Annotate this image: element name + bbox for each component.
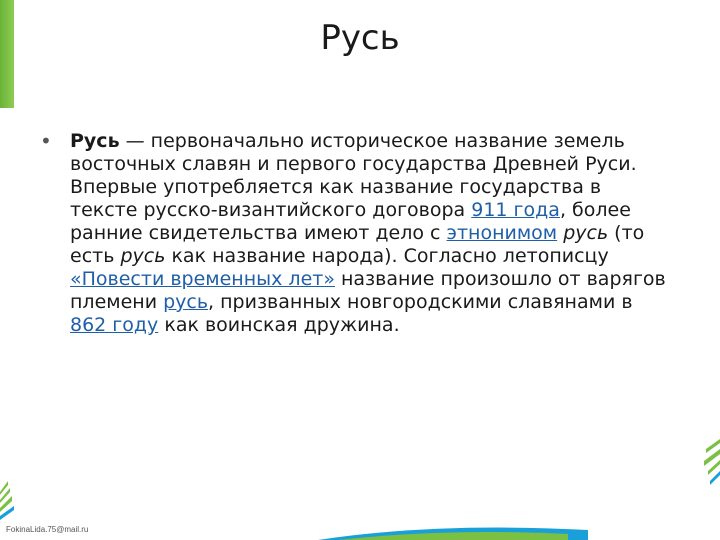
left-deco-leaves	[0, 472, 16, 522]
link-911-year[interactable]: 911 года	[471, 199, 560, 221]
link-primary-chronicle[interactable]: «Повести временных лет»	[70, 268, 335, 290]
text-part: (то есть	[70, 222, 645, 267]
bullet-icon: •	[40, 129, 52, 153]
bullet-item	[40, 130, 670, 337]
text-part: как воинская дружина.	[158, 314, 400, 336]
link-ethnonym[interactable]: этнонимом	[446, 222, 558, 244]
bottom-deco-swoosh	[318, 520, 588, 540]
slide-content	[40, 130, 670, 337]
text-part: название произошло от варягов племени	[70, 268, 666, 313]
footer-email: FokinaLida.75@mail.ru	[6, 525, 89, 534]
text-part: как название народа). Согласно летописцу	[165, 245, 609, 267]
text-part: , призванных новгородскими славянами в	[208, 291, 633, 313]
slide-title: Русь	[320, 18, 400, 58]
italic-rus: русь	[120, 245, 166, 267]
link-862-year[interactable]: 862 году	[70, 314, 159, 336]
term-bold: Русь	[70, 130, 120, 152]
bullet-text	[70, 130, 670, 337]
italic-rus: русь	[563, 222, 609, 244]
text-part: , более ранние свидетельства имеют дело с	[70, 199, 631, 244]
link-rus-tribe[interactable]: русь	[163, 291, 209, 313]
right-deco-leaves	[700, 435, 720, 495]
text-part: — первоначально историческое название земель восточных славян и первого государства Древней Руси. Впервые употребляется как название государства в тексте русско-византийского договора	[70, 130, 637, 221]
